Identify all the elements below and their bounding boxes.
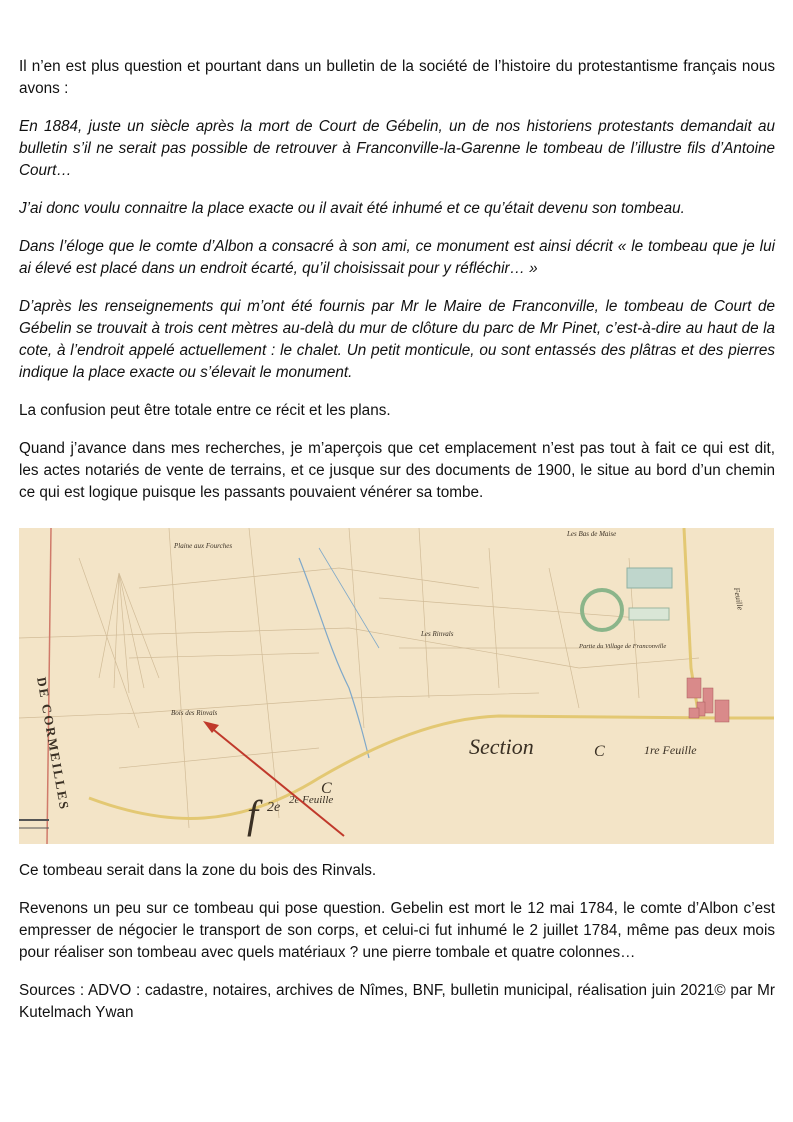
map-label-top-left: Plaine aux Fourches (174, 542, 233, 550)
map-label-section: Section (469, 734, 534, 759)
map-label-top-right: Les Bas de Maise (567, 530, 617, 538)
map-label-bottom-2: 2e Feuille (289, 794, 334, 806)
quote-paragraph-maire: D’après les renseignements qui m’ont été fournis par Mr le Maire de Franconville, le tombeau de Court de Gébelin se trouvait à trois cent mètres au-delà du mur de clôture du parc de Mr Pinet, c’est-à-dire au haut de la cote, à l’endroit appelé actuellement : le chalet. Un petit monticule, ou sont entassés des plâtras et des pierres indique la place exacte ou s’élevait le monument. (19, 298, 775, 381)
paragraph-zone: Ce tombeau serait dans la zone du bois des Rinvals. (19, 862, 377, 879)
map-label-section-letter: C (594, 743, 605, 760)
map-label-road: DE CORMEILLES (34, 675, 73, 812)
page-top-text (19, 56, 775, 520)
map-label-secondary: Les Rinvals (421, 630, 454, 638)
quote-paragraph-eloge: Dans l’éloge que le comte d’Albon a consacré à son ami, ce monument est ainsi décrit « le tombeau que je lui ai élevé est placé dans un endroit écarté, qu’il choisissait pour y réfléchir… » (19, 238, 775, 277)
paragraph-intro: Il n’en est plus question et pourtant dans un bulletin de la société de l’histoire du protestantisme français nous avons : (19, 58, 775, 97)
paragraph-tombeau: Revenons un peu sur ce tombeau qui pose question. Gebelin est mort le 12 mai 1784, le comte d’Albon c’est empresser de négocier le transport de son corps, et celui-ci fut inhumé le 2 juillet 1784, même pas deux mois pour réaliser son tombeau avec quels matériaux ? une pierre tombale et quatre colonnes… (19, 900, 775, 961)
map-label-bottom-c: C (321, 780, 332, 797)
map-label-bottom-2nd: 2e (267, 800, 281, 815)
map-label-feuille-right: Feuille (732, 586, 745, 611)
paragraph-confusion: La confusion peut être totale entre ce récit et les plans. (19, 402, 391, 419)
quote-paragraph-place: J’ai donc voulu connaitre la place exacte ou il avait été inhumé et ce qu’était devenu son tombeau. (19, 200, 685, 217)
page-bottom-text (19, 860, 775, 1040)
map-label-feuille: 1re Feuille (644, 743, 697, 757)
map-label-village: Partie du Village de Franconville (579, 643, 667, 650)
quote-paragraph-1884: En 1884, juste un siècle après la mort de Court de Gébelin, un de nos historiens protestants demandait au bulletin s’il ne serait pas possible de retrouver à Franconville-la-Garenne le tombeau de l’illustre fils d’Antoine Court… (19, 118, 775, 179)
paragraph-recherches: Quand j’avance dans mes recherches, je m’aperçois que cet emplacement n’est pas tout à fait ce qui est dit, les actes notariés de vente de terrains, et ce jusque sur des documents de 1900, le situe au bord d’un chemin ce qui est logique puisque les passants pouvaient vénérer sa tombe. (19, 440, 775, 501)
map-label-bottom-f: f (247, 792, 259, 837)
paragraph-sources: Sources : ADVO : cadastre, notaires, archives de Nîmes, BNF, bulletin municipal, réalisation juin 2021© par Mr Kutelmach Ywan (19, 982, 775, 1021)
cadastre-map-image (19, 528, 774, 844)
map-label-lieu-dit: Bois des Rinvals (171, 709, 218, 717)
